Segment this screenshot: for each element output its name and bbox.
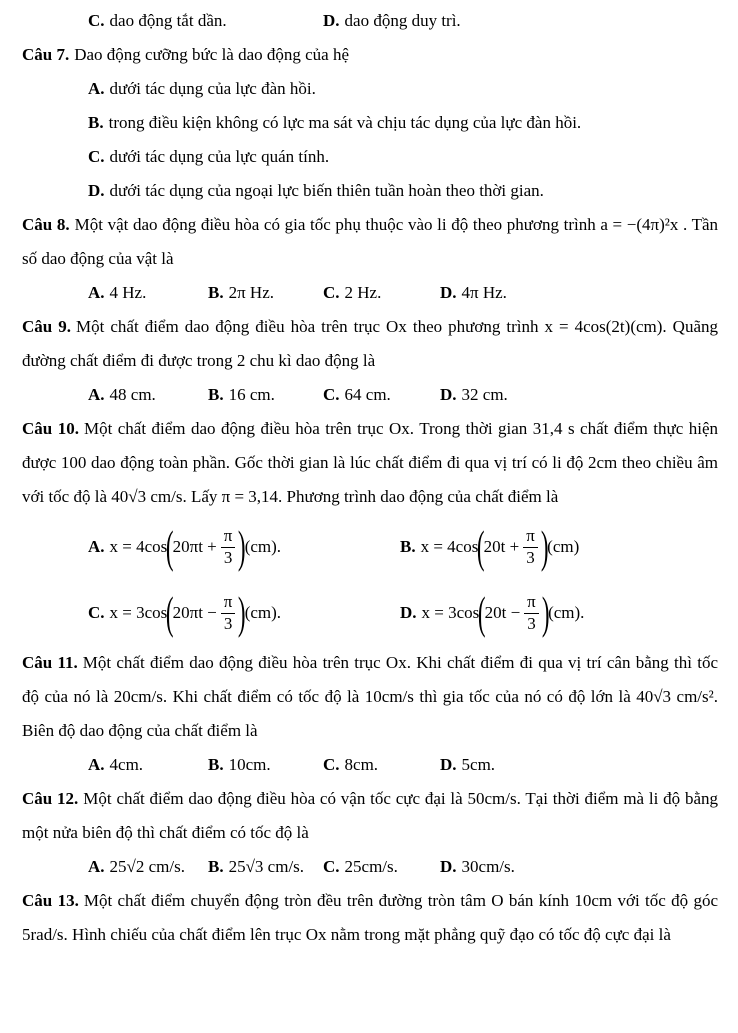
formula-equation [421,521,580,573]
question-text: Một chất điểm dao động điều hòa có vận tốc cực đại là 50cm/s. Tại thời điểm mà li độ bằng một nửa biên độ thì chất điểm có tốc độ là [22,789,718,842]
option-label: D. [400,603,417,622]
left-paren: ( [477,521,485,572]
fraction-denominator: 3 [223,614,233,633]
option-label: A. [88,385,105,404]
question-10-options-row-2 [88,580,718,646]
option-label: C. [323,283,340,302]
question-text: Một chất điểm dao động điều hòa trên trục Ox theo phương trình x = 4cos(2t)(cm). Quãng đường chất điểm đi được trong 2 chu kì dao động là [22,317,719,370]
fraction-numerator: π [523,526,538,548]
question-11-option-b [208,748,323,782]
option-label: A. [88,79,105,98]
option-label: B. [208,857,224,876]
question-number: Câu 7. [22,45,70,64]
question-7-option-a [88,72,718,106]
option-text: 8cm. [344,755,379,774]
left-paren: ( [478,587,486,638]
question-7-option-d [88,174,718,208]
question-12-option-c [323,850,440,884]
option-text: dao động duy trì. [344,11,461,30]
option-label: C. [323,385,340,404]
question-text: Một chất điểm chuyển động tròn đều trên đường tròn tâm O bán kính 10cm với tốc độ góc 5rad/s. Hình chiếu của chất điểm lên trục Ox nằm trong mặt phẳng quỹ đạo có tốc độ cực đại là [22,891,719,944]
question-12 [22,782,718,884]
question-13 [22,884,718,952]
option-text: 4π Hz. [461,283,507,302]
option-label: D. [323,11,340,30]
option-label: B. [208,755,224,774]
question-8-options-row [88,276,718,310]
carryover-option-d [323,4,718,38]
question-number: Câu 8. [22,215,70,234]
question-8-option-a [88,276,208,310]
left-paren: ( [166,521,174,572]
question-10-option-a [88,521,400,573]
option-text: 5cm. [461,755,496,774]
question-9-statement [22,310,718,378]
right-paren: ) [540,521,549,572]
option-text: trong điều kiện không có lực ma sát và chịu tác dụng của lực đàn hồi. [108,113,582,132]
option-text: 4cm. [109,755,144,774]
question-12-statement [22,782,718,850]
question-11-option-a [88,748,208,782]
option-label: C. [88,603,105,622]
option-label: C. [88,11,105,30]
fraction-denominator: 3 [526,548,535,567]
option-label: B. [88,113,104,132]
question-7-statement [22,38,718,72]
question-7 [22,38,718,208]
option-label: D. [440,283,457,302]
option-text: 25cm/s. [344,857,398,876]
question-8-option-d [440,276,718,310]
formula-post: (cm). [548,603,585,622]
option-text: 10cm. [228,755,271,774]
option-label: A. [88,537,105,556]
fraction [523,526,538,567]
formula-arg: 20t − [484,603,521,622]
fraction [221,592,236,633]
fraction-numerator: π [221,526,236,548]
option-label: A. [88,283,105,302]
formula-pre: x = 3cos [421,603,480,622]
question-11-option-c [323,748,440,782]
question-12-option-d [440,850,718,884]
fraction-numerator: π [524,592,539,614]
option-label: B. [400,537,416,556]
option-text: dưới tác dụng của ngoại lực biến thiên tuần hoàn theo thời gian. [109,181,544,200]
question-9-options-row [88,378,718,412]
option-text: 30cm/s. [461,857,515,876]
option-label: C. [323,857,340,876]
option-text: dao động tắt dần. [109,11,227,30]
carryover-option-c [88,4,323,38]
option-text: dưới tác dụng của lực đàn hồi. [109,79,316,98]
question-number: Câu 11. [22,653,78,672]
option-text: 4 Hz. [109,283,147,302]
formula-arg: 20t + [483,537,520,556]
fraction [221,526,236,567]
question-10 [22,412,718,646]
question-11 [22,646,718,782]
question-10-statement [22,412,718,514]
formula-equation [422,587,585,639]
right-paren: ) [238,587,246,638]
question-10-option-c [88,587,400,639]
option-text: 16 cm. [228,385,275,404]
question-text: Dao động cưỡng bức là dao động của hệ [74,45,350,64]
fraction-denominator: 3 [527,614,536,633]
option-label: D. [88,181,105,200]
formula-arg: 20πt + [172,537,217,556]
question-number: Câu 10. [22,419,79,438]
option-text: 2π Hz. [228,283,274,302]
question-8-option-b [208,276,323,310]
question-11-statement [22,646,718,748]
option-text: 64 cm. [344,385,391,404]
formula-post: (cm) [547,537,580,556]
formula-post: (cm). [244,537,282,556]
option-text: dưới tác dụng của lực quán tính. [109,147,330,166]
question-9-option-d [440,378,718,412]
question-9-option-b [208,378,323,412]
question-7-option-c [88,140,718,174]
question-12-options-row [88,850,718,884]
question-8-statement [22,208,718,276]
option-label: D. [440,385,457,404]
left-paren: ( [166,587,174,638]
formula-pre: x = 4cos [109,537,168,556]
right-paren: ) [541,587,550,638]
question-12-option-a [88,850,208,884]
question-8 [22,208,718,310]
option-label: B. [208,385,224,404]
question-11-options-row [88,748,718,782]
option-label: B. [208,283,224,302]
carryover-options-row [88,4,718,38]
formula-equation [110,521,282,573]
fraction [524,592,539,633]
fraction-numerator: π [221,592,236,614]
option-text: 25√3 cm/s. [228,857,305,876]
question-number: Câu 13. [22,891,79,910]
question-12-option-b [208,850,323,884]
option-text: 2 Hz. [344,283,382,302]
question-text: Một chất điểm dao động điều hòa trên trục Ox. Trong thời gian 31,4 s chất điểm thực hiện được 100 dao động toàn phần. Gốc thời gian là lúc chất điểm đi qua vị trí có li độ 2cm theo chiều âm với tốc độ là 40√3 cm/s. Lấy π = 3,14. Phương trình dao động của chất điểm là [22,419,718,506]
right-paren: ) [238,521,246,572]
fraction-denominator: 3 [223,548,233,567]
question-text: Một vật dao động điều hòa có gia tốc phụ thuộc vào li độ theo phương trình a = −(4π)²x . Tần số dao động của vật là [22,215,719,268]
question-13-statement [22,884,718,952]
option-text: 48 cm. [109,385,156,404]
question-number: Câu 9. [22,317,72,336]
question-9 [22,310,718,412]
option-label: C. [88,147,105,166]
question-9-option-a [88,378,208,412]
question-7-option-b [88,106,718,140]
question-11-option-d [440,748,718,782]
option-label: D. [440,755,457,774]
formula-pre: x = 4cos [420,537,479,556]
question-9-option-c [323,378,440,412]
formula-arg: 20πt − [172,603,217,622]
question-text: Một chất điểm dao động điều hòa trên trục Ox. Khi chất điểm đi qua vị trí cân bằng thì tốc độ của nó là 20cm/s. Khi chất điểm có tốc độ là 10cm/s thì gia tốc của nó có độ lớn là 40√3 cm/s². Biên độ dao động của chất điểm là [22,653,718,740]
question-8-option-c [323,276,440,310]
formula-equation [110,587,282,639]
option-label: A. [88,755,105,774]
option-label: A. [88,857,105,876]
option-text: 32 cm. [461,385,508,404]
question-10-option-b [400,521,718,573]
formula-pre: x = 3cos [109,603,168,622]
option-label: C. [323,755,340,774]
formula-post: (cm). [244,603,282,622]
question-10-options-row-1 [88,514,718,580]
question-number: Câu 12. [22,789,79,808]
question-10-option-d [400,587,718,639]
option-label: D. [440,857,457,876]
option-text: 25√2 cm/s. [109,857,185,876]
